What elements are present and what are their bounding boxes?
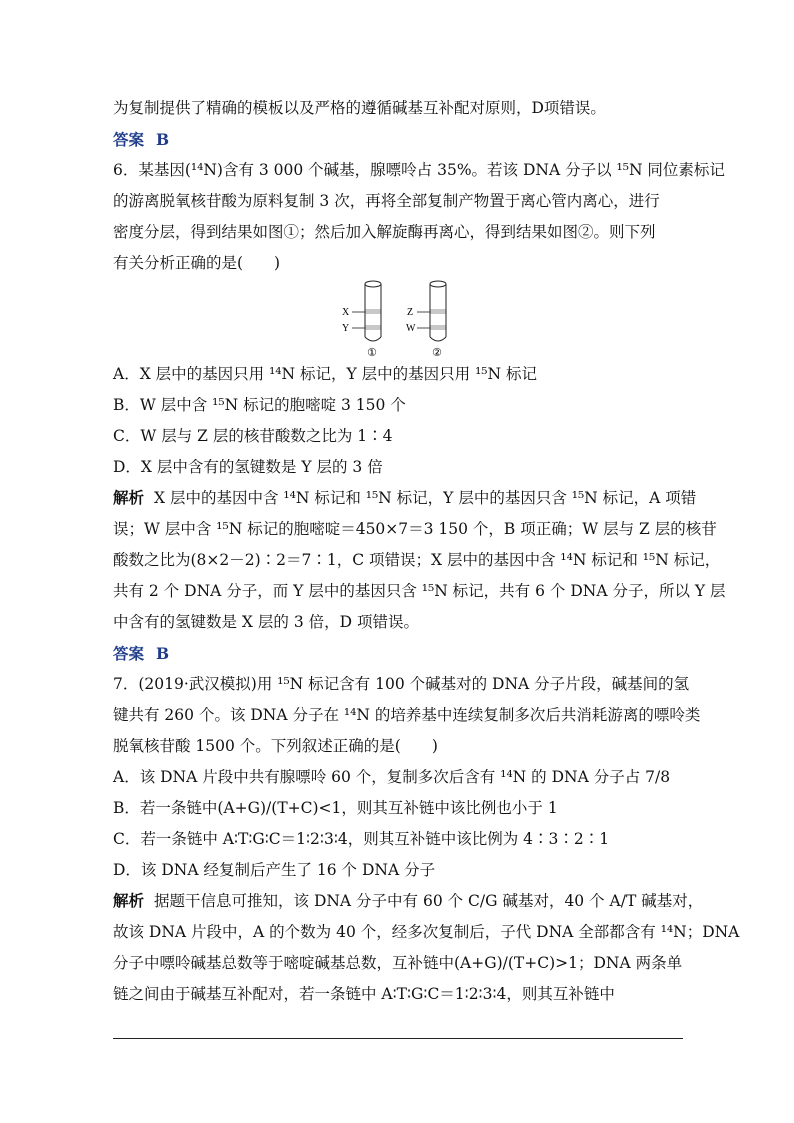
tube-2 — [406, 281, 446, 359]
answer-line — [113, 638, 683, 669]
tube-1 — [342, 281, 381, 359]
label-z: Z — [407, 307, 414, 318]
question-7-stem-line: 键共有 260 个。该 DNA 分子在 ¹⁴N 的培养基中连续复制多次后共消耗游离的嘌呤类 — [113, 706, 701, 724]
question-6-stem-line: 的游离脱氧核苷酸为原料复制 3 次，再将全部复制产物置于离心管内离心，进行 — [113, 192, 660, 210]
band-x — [366, 309, 381, 314]
analysis-line: 共有 2 个 DNA 分子，而 Y 层中的基因只含 ¹⁵N 标记，共有 6 个 DNA 分子，所以 Y 层 — [113, 582, 726, 600]
question-6-stem-line: 6．某基因(¹⁴N)含有 3 000 个碱基，腺嘌呤占 35%。若该 DNA 分子以 ¹⁵N 同位素标记 — [113, 161, 725, 179]
answer-line — [113, 124, 683, 155]
analysis-line: 误；W 层中含 ¹⁵N 标记的胞嘧啶＝450×7＝3 150 个，B 项正确；W 层与 Z 层的核苷 — [113, 520, 717, 538]
analysis-line: 酸数之比为(8×2－2)∶2＝7∶1，C 项错误；X 层中的基因中含 ¹⁴N 标记和 ¹⁵N 标记， — [113, 551, 721, 569]
analysis-line: 故该 DNA 片段中，A 的个数为 40 个，经多次复制后，子代 DNA 全部都含有 ¹⁴N；DNA — [113, 923, 740, 941]
question-7-option-b: B．若一条链中(A+G)/(T+C)<1，则其互补链中该比例也小于 1 — [113, 799, 558, 817]
analysis-line: 链之间由于碱基互补配对，若一条链中 A∶T∶G∶C＝1∶2∶3∶4，则其互补链中 — [113, 985, 615, 1003]
band-z — [431, 309, 446, 314]
label-w: W — [406, 323, 416, 334]
question-7-stem-line: 脱氧核苷酸 1500 个。下列叙述正确的是( ) — [113, 737, 438, 755]
tube-1-caption: ① — [367, 346, 377, 359]
question-7-option-d: D．该 DNA 经复制后产生了 16 个 DNA 分子 — [113, 861, 436, 879]
analysis-line — [113, 483, 697, 514]
answer-value: B — [156, 644, 170, 663]
question-7-option-a: A．该 DNA 片段中共有腺嘌呤 60 个，复制多次后含有 ¹⁴N 的 DNA 分子占 7/8 — [113, 768, 671, 786]
analysis-label: 解析 — [113, 489, 145, 507]
label-y: Y — [342, 323, 350, 334]
question-6-option-b: B．W 层中含 ¹⁵N 标记的胞嘧啶 3 150 个 — [113, 396, 406, 414]
answer-label: 答案 — [113, 130, 145, 149]
footer-divider — [113, 1038, 683, 1039]
question-7-option-c: C．若一条链中 A∶T∶G∶C＝1∶2∶3∶4，则其互补链中该比例为 4∶3∶2∶1 — [113, 830, 610, 848]
answer-label: 答案 — [113, 644, 145, 663]
analysis-text: 据题干信息可推知，该 DNA 分子中有 60 个 C/G 碱基对，40 个 A/T 碱基对， — [154, 892, 704, 910]
band-y — [366, 325, 381, 330]
tube-2-caption: ② — [432, 346, 442, 359]
document-page — [113, 93, 740, 1010]
question-6-option-c: C．W 层与 Z 层的核苷酸数之比为 1∶4 — [113, 427, 393, 445]
question-6-stem-line: 密度分层，得到结果如图①；然后加入解旋酶再离心，得到结果如图②。则下列 — [113, 223, 656, 241]
label-x: X — [342, 307, 350, 318]
question-6-option-d: D．X 层中含有的氢键数是 Y 层的 3 倍 — [113, 458, 383, 476]
centrifuge-figure — [113, 279, 683, 359]
text-line: 为复制提供了精确的模板以及严格的遵循碱基互补配对原则，D项错误。 — [113, 99, 606, 117]
question-7-stem-line: 7．(2019·武汉模拟)用 ¹⁵N 标记含有 100 个碱基对的 DNA 分子片段，碱基间的氢 — [113, 675, 690, 693]
analysis-text: X 层中的基因中含 ¹⁴N 标记和 ¹⁵N 标记，Y 层中的基因只含 ¹⁵N 标记，A 项错 — [154, 489, 697, 507]
analysis-label: 解析 — [113, 892, 145, 910]
analysis-line — [113, 886, 704, 917]
band-w — [431, 325, 446, 330]
question-6-stem-line: 有关分析正确的是( ) — [113, 254, 281, 272]
question-6-option-a: A．X 层中的基因只用 ¹⁴N 标记，Y 层中的基因只用 ¹⁵N 标记 — [113, 365, 538, 383]
answer-value: B — [156, 130, 170, 149]
analysis-line: 分子中嘌呤碱基总数等于嘧啶碱基总数，互补链中(A+G)/(T+C)>1；DNA 两条单 — [113, 954, 683, 972]
analysis-line: 中含有的氢键数是 X 层的 3 倍，D 项错误。 — [113, 613, 419, 631]
centrifuge-tubes-diagram — [338, 279, 468, 359]
